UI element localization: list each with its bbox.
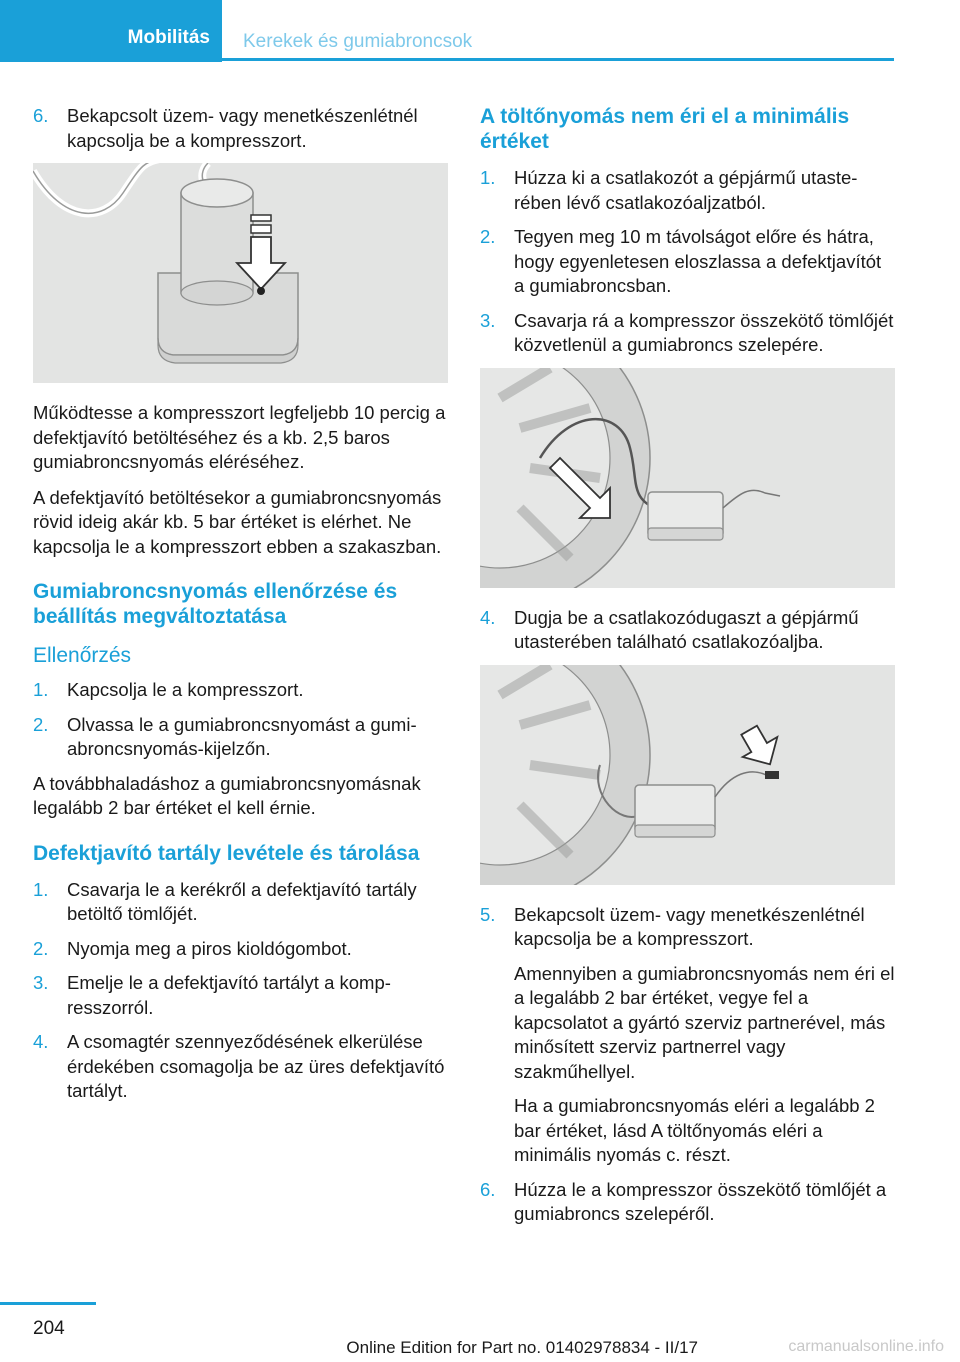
list-item [480,903,895,952]
section-heading: Defektjavító tartály levétele és tárolása [33,841,420,865]
paragraph: Működtesse a kompresszort legfeljebb 10 percig a defektjavító betöltéséhez és a kb. 2,5 baros gumiabroncsnyomás eléréséhez. [33,402,446,472]
list-item [480,166,895,215]
list-number: 4. [33,1031,49,1052]
list-number: 4. [480,606,496,628]
list-subparagraph: Amennyiben a gumiabroncsnyomás nem éri el a legalább 2 bar értéket, vegye fel a kapcsolatot a gyártó szerviz partnerével, más minősített szerviz partnerrel vagy szakműhellyel. [514,962,895,1082]
plug-socket-graphic [480,665,895,885]
list-item [33,937,448,962]
list-number: 3. [33,972,49,993]
footer-rule [0,1302,96,1305]
list-text: Bekapcsolt üzem- vagy menetkészenlétnél kapcsolja be a kompresszort. [67,105,418,151]
list-number: 1. [33,679,49,700]
list-number: 1. [33,878,49,900]
list-text: Kapcsolja le a kompresszort. [67,679,304,700]
list-number: 3. [480,309,496,331]
list-text: A csomagtér szennyeződésének elkerülése érdekében csomagolja be az üres defektjavító tartályt. [67,1031,445,1101]
list-item [480,309,895,358]
wheel-valve-graphic [480,368,895,588]
compressor-graphic [33,163,448,383]
list-text: Olvassa le a gumiabroncsnyomást a gumiabroncsnyomás-kijelzőn. [67,713,417,759]
header-section-title: Mobilitás [127,27,210,48]
wheel-valve-illustration [480,368,895,588]
list-number: 6. [33,105,49,126]
list-item [480,225,895,299]
list-text: Húzza ki a csatlakozót a gépjármű utasterében lévő csatlakozóaljzatból. [514,167,858,213]
list-item [480,606,895,655]
paragraph: A továbbhaladáshoz a gumiabroncsnyomásnak legalább 2 bar értéket el kell érnie. [33,772,421,818]
list-text: Húzza le a kompresszor összekötő tömlőjét a gumiabroncs szelepéről. [514,1178,887,1224]
list-text: Csavarja rá a kompresszor összekötő tömlőjét közvetlenül a gumiabroncs szelepére. [514,309,894,355]
section-heading: A töltőnyomás nem éri el a minimális értéket [480,105,850,153]
left-column [33,104,448,1114]
list-number: 5. [480,903,496,925]
edition-note: Online Edition for Part no. 01402978834 - II/17 [346,1338,698,1357]
list-item [33,713,448,762]
list-text: Bekapcsolt üzem- vagy menetkészenlétnél kapcsolja be a kompresszort. [514,903,865,949]
list-subparagraph: Ha a gumiabroncsnyomás eléri a legalább 2 bar értéket, lásd A töltőnyomás eléri a minimális nyomás c. részt. [514,1095,875,1165]
header-chapter-title: Kerekek és gumiabroncsok [243,31,473,52]
list-number: 2. [33,713,49,735]
section-heading: Gumiabroncsnyomás ellenőrzése és beállítás megváltoztatása [33,580,398,628]
watermark: carmanualsonline.info [788,1338,944,1355]
list-item [33,1030,448,1104]
list-number: 2. [480,226,496,247]
list-item [33,971,448,1020]
right-column [480,104,895,1237]
list-item [33,678,448,703]
list-item [33,878,448,927]
compressor-illustration [33,163,448,383]
list-number: 2. [33,937,49,959]
list-text: Tegyen meg 10 m távolságot előre és hátra, hogy egyenletesen eloszlassa a defektjavítót a gumiabroncsban. [514,226,882,296]
subsection-heading: Ellenőrzés [33,644,132,667]
list-item [33,104,448,153]
plug-socket-illustration [480,665,895,885]
list-text: Emelje le a defektjavító tartályt a kompresszorról. [67,972,391,1018]
paragraph: A defektjavító betöltésekor a gumiabroncsnyomás rövid ideig akár kb. 5 bar értéket is elérhet. Ne kapcsolja le a kompresszort ebben a szakaszban. [33,486,442,557]
page-number: 204 [33,1318,65,1339]
page-header [0,0,960,62]
header-rule [222,58,894,61]
list-text: Dugja be a csatlakozódugaszt a gépjármű utasterében található csatlakozóaljba. [514,606,859,652]
list-text: Csavarja le a kerékről a defektjavító tartály betöltő tömlőjét. [67,878,417,924]
list-number: 6. [480,1178,496,1200]
list-text: Nyomja meg a piros kioldógombot. [67,937,352,959]
list-item [480,1178,895,1227]
list-number: 1. [480,167,496,188]
